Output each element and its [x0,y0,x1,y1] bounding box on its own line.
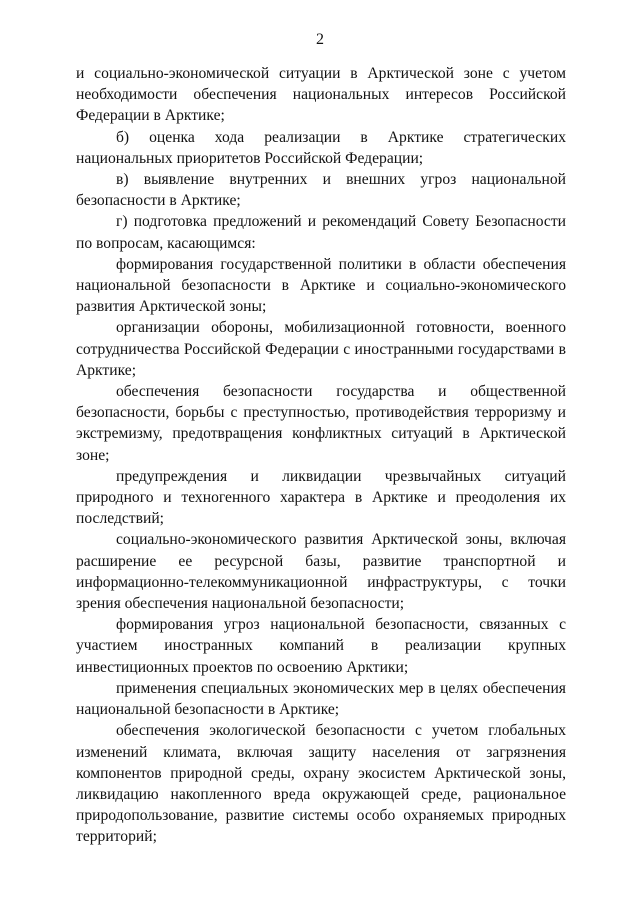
document-body [76,63,566,848]
paragraph-9: социально-экономического развития Арктической зоны, включая расширение ее ресурсной базы, развитие транспортной и информационно-телекоммуникационной инфраструктуры, с точки зрения обеспечения национальной безопасности; [76,531,566,613]
paragraph-4: г) подготовка предложений и рекомендаций Совету Безопасности по вопросам, касающимся: [76,213,566,252]
paragraph-5: формирования государственной политики в области обеспечения национальной безопасности в Арктике и социально-экономического развития Арктической зоны; [76,255,566,316]
paragraph-2: б) оценка хода реализации в Арктике стратегических национальных приоритетов Российской Федерации; [76,128,566,167]
paragraph-6: организации обороны, мобилизационной готовности, военного сотрудничества Российской Федерации с иностранными государствами в Арктике; [76,319,566,379]
paragraph-12: обеспечения экологической безопасности с учетом глобальных изменений климата, включая защиту населения от загрязнения компонентов природной среды, охрану экосистем Арктической зоны, ликвидацию накопленного вреда окружающей среде, рациональное природопользование, развитие системы особо охраняемых природных территорий; [76,722,566,846]
paragraph-1: и социально-экономической ситуации в Арктической зоне с учетом необходимости обеспечения национальных интересов Российской Федерации в Арктике; [76,65,566,125]
paragraph-3: в) выявление внутренних и внешних угроз национальной безопасности в Арктике; [76,171,566,210]
paragraph-7: обеспечения безопасности государства и общественной безопасности, борьбы с преступностью, противодействия терроризму и экстремизму, предотвращения конфликтных ситуаций в Арктической зоне; [76,383,566,464]
paragraph-11: применения специальных экономических мер в целях обеспечения национальной безопасности в Арктике; [76,679,566,719]
paragraph-10: формирования угроз национальной безопасности, связанных с участием иностранных компаний в реализации крупных инвестиционных проектов по освоению Арктики; [76,616,566,676]
page-number: 2 [316,31,324,48]
paragraph-8: предупреждения и ликвидации чрезвычайных ситуаций природного и техногенного характера в Арктике и преодоления их последствий; [76,467,566,528]
